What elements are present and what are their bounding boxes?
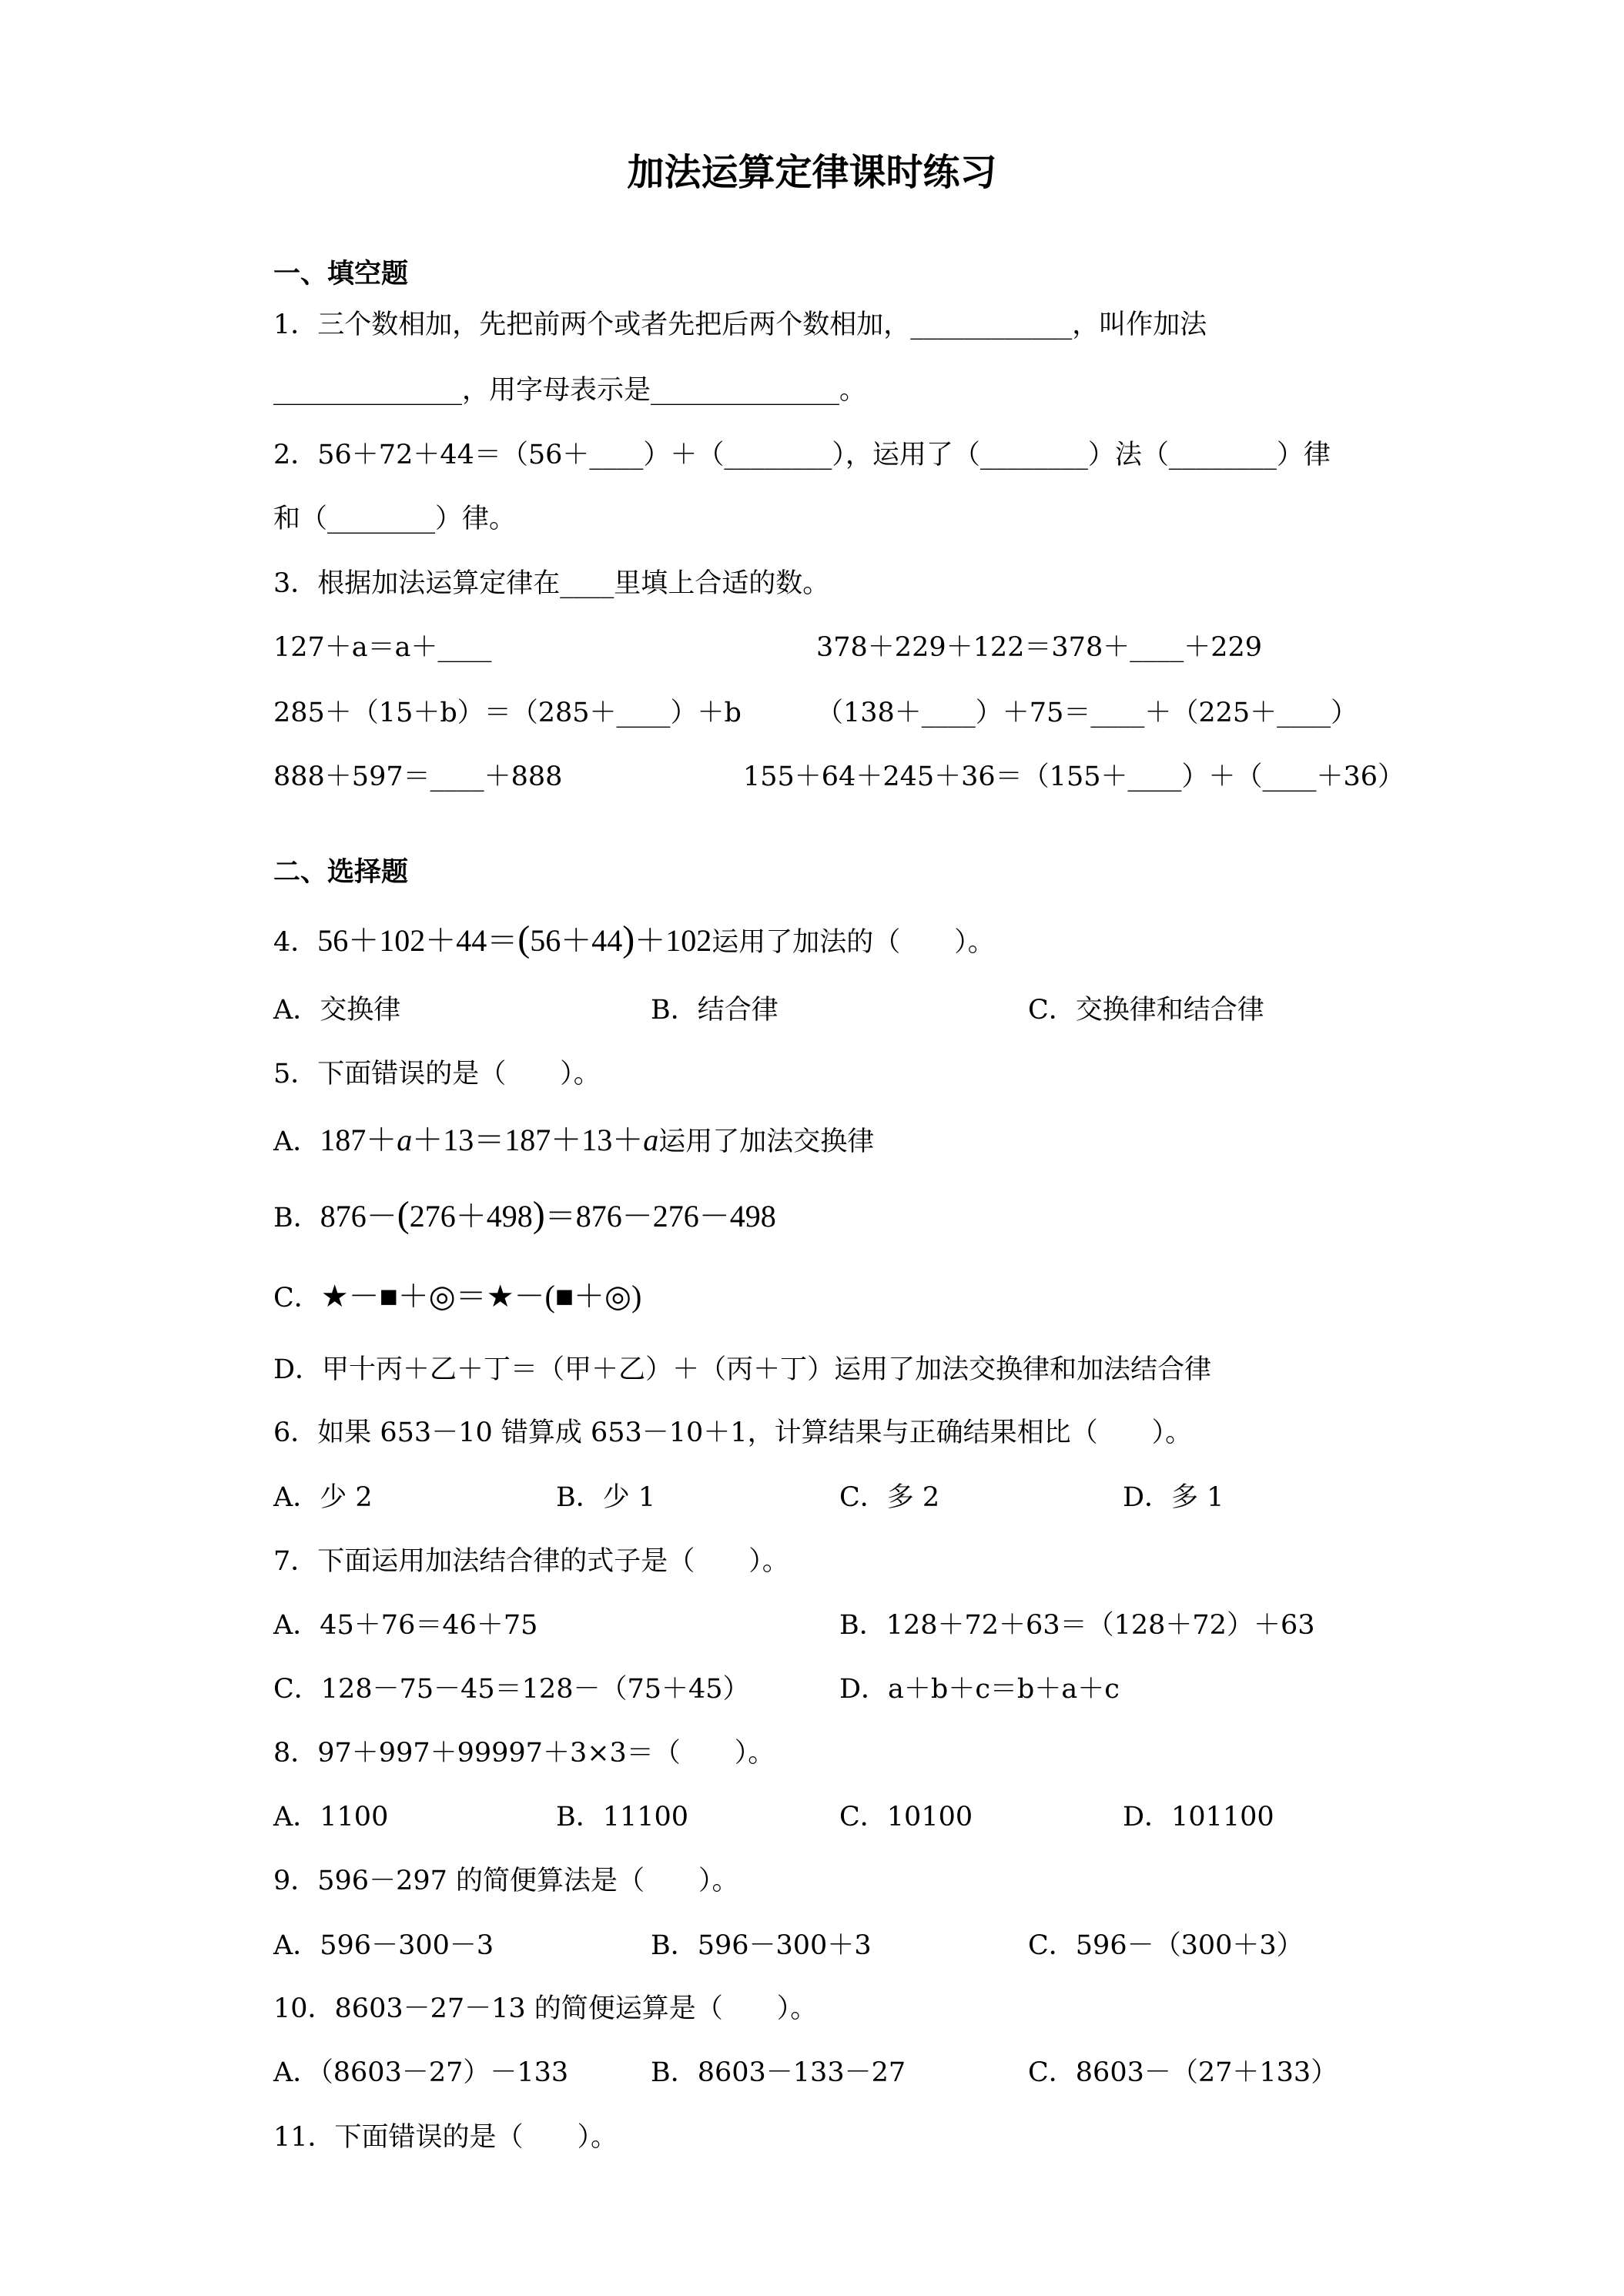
q5-option-c-expr: ★－■＋◎＝★－(■＋◎): [320, 1279, 642, 1314]
q2-line1: 2．56＋72＋44＝（56＋____）＋（________），运用了（________）法（________）律: [273, 440, 1331, 470]
q7-option-b: B．128＋72＋63＝（128＋72）＋63: [839, 1610, 1315, 1641]
q5-stem: 5．下面错误的是（ ）。: [273, 1059, 601, 1089]
q5-option-b-paren-open: (: [397, 1194, 410, 1235]
q6-option-d: D．多 1: [1123, 1482, 1224, 1513]
q5-option-a-var1: a: [397, 1123, 413, 1157]
section-heading-choice: 二、选择题: [273, 857, 409, 888]
q5-option-b-expr3: ＝876－276－498: [544, 1199, 776, 1233]
q4-expr-c: ＋102: [635, 923, 712, 958]
q8-option-d: D．101100: [1123, 1802, 1274, 1832]
section-heading-fill: 一、填空题: [273, 259, 409, 290]
q3-row3-left: 888＋597＝____＋888: [273, 761, 563, 792]
q4-option-c: C．交换律和结合律: [1028, 995, 1264, 1026]
q3-stem: 3．根据加法运算定律在____里填上合适的数。: [273, 568, 830, 599]
q8-option-b: B．11100: [556, 1802, 689, 1832]
q9-option-c: C．596－（300＋3）: [1028, 1930, 1304, 1961]
q9-option-b: B．596－300＋3: [651, 1930, 872, 1961]
q4-expr-b: 56＋44: [530, 923, 623, 958]
q3-row1-left: 127＋a＝a＋____: [273, 632, 492, 663]
q3-row1-right: 378＋229＋122＝378＋____＋229: [816, 632, 1263, 663]
q5-option-a-expr2: ＋13＝187＋13＋: [412, 1123, 644, 1157]
page-title: 加法运算定律课时练习: [627, 151, 997, 194]
q9-stem: 9．596－297 的简便算法是（ ）。: [273, 1866, 739, 1896]
q7-option-a: A．45＋76＝46＋75: [273, 1610, 538, 1641]
q5-option-b-expr2: 276＋498: [409, 1199, 533, 1233]
q8-option-c: C．10100: [839, 1802, 973, 1832]
q11-stem: 11．下面错误的是（ ）。: [273, 2122, 618, 2153]
q7-option-c: C．128－75－45＝128－（75＋45）: [273, 1674, 750, 1705]
q2-line2: 和（________）律。: [273, 504, 517, 534]
q5-option-c-label: C．: [273, 1283, 321, 1314]
q1-line1: 1．三个数相加，先把前两个或者先把后两个数相加，____________，叫作加法: [273, 310, 1207, 340]
q6-stem: 6．如果 653－10 错算成 653－10＋1，计算结果与正确结果相比（ ）。: [273, 1417, 1193, 1448]
q10-option-c: C．8603－（27＋133）: [1028, 2057, 1338, 2088]
q7-option-d: D．a＋b＋c＝b＋a＋c: [839, 1674, 1120, 1705]
q10-option-a: A．（8603－27）－133: [273, 2057, 569, 2088]
q4-paren-close: ): [622, 919, 635, 959]
q8-option-a: A．1100: [273, 1802, 389, 1832]
q9-option-a: A．596－300－3: [273, 1930, 494, 1961]
q5-option-b: [273, 1195, 776, 1236]
q4-paren-open: (: [517, 919, 531, 959]
q6-option-a: A．少 2: [273, 1482, 373, 1513]
q5-option-a-expr1: 187＋: [320, 1123, 397, 1157]
q8-stem: 8．97＋997＋99997＋3×3＝（ ）。: [273, 1738, 775, 1769]
q3-row2-left: 285＋（15＋b）＝（285＋____）＋b: [273, 698, 742, 728]
q4-line: [273, 919, 995, 960]
q3-row2-right: （138＋____）＋75＝____＋（225＋____）: [816, 698, 1358, 728]
q5-option-b-label: B．: [273, 1203, 320, 1233]
q5-option-b-paren-close: ): [532, 1194, 545, 1235]
q5-option-b-expr1: 876－: [320, 1199, 397, 1233]
q5-option-d: D．甲十丙＋乙＋丁＝（甲＋乙）＋（丙＋丁）运用了加法交换律和加法结合律: [273, 1354, 1212, 1385]
q1-line2: ______________，用字母表示是______________。: [273, 375, 867, 406]
q6-option-c: C．多 2: [839, 1482, 940, 1513]
q7-stem: 7．下面运用加法结合律的式子是（ ）。: [273, 1546, 789, 1577]
q3-row3-right: 155＋64＋245＋36＝（155＋____）＋（____＋36）: [743, 761, 1405, 792]
q5-option-a-label: A．: [273, 1126, 320, 1157]
q5-option-a-tail: 运用了加法交换律: [658, 1126, 875, 1157]
q5-option-a-var2: a: [643, 1123, 659, 1157]
q4-tail: 运用了加法的（ ）。: [712, 927, 995, 958]
q10-stem: 10．8603－27－13 的简便运算是（ ）。: [273, 1993, 818, 2024]
q5-option-a: [273, 1123, 874, 1157]
q10-option-b: B．8603－133－27: [651, 2057, 906, 2088]
q4-expr-a: 56＋102＋44＝: [317, 923, 518, 958]
q4-option-a: A．交换律: [273, 995, 401, 1026]
q6-option-b: B．少 1: [556, 1482, 656, 1513]
q4-number: 4．: [273, 927, 318, 958]
q4-option-b: B．结合律: [651, 995, 779, 1026]
q5-option-c: [273, 1280, 641, 1314]
